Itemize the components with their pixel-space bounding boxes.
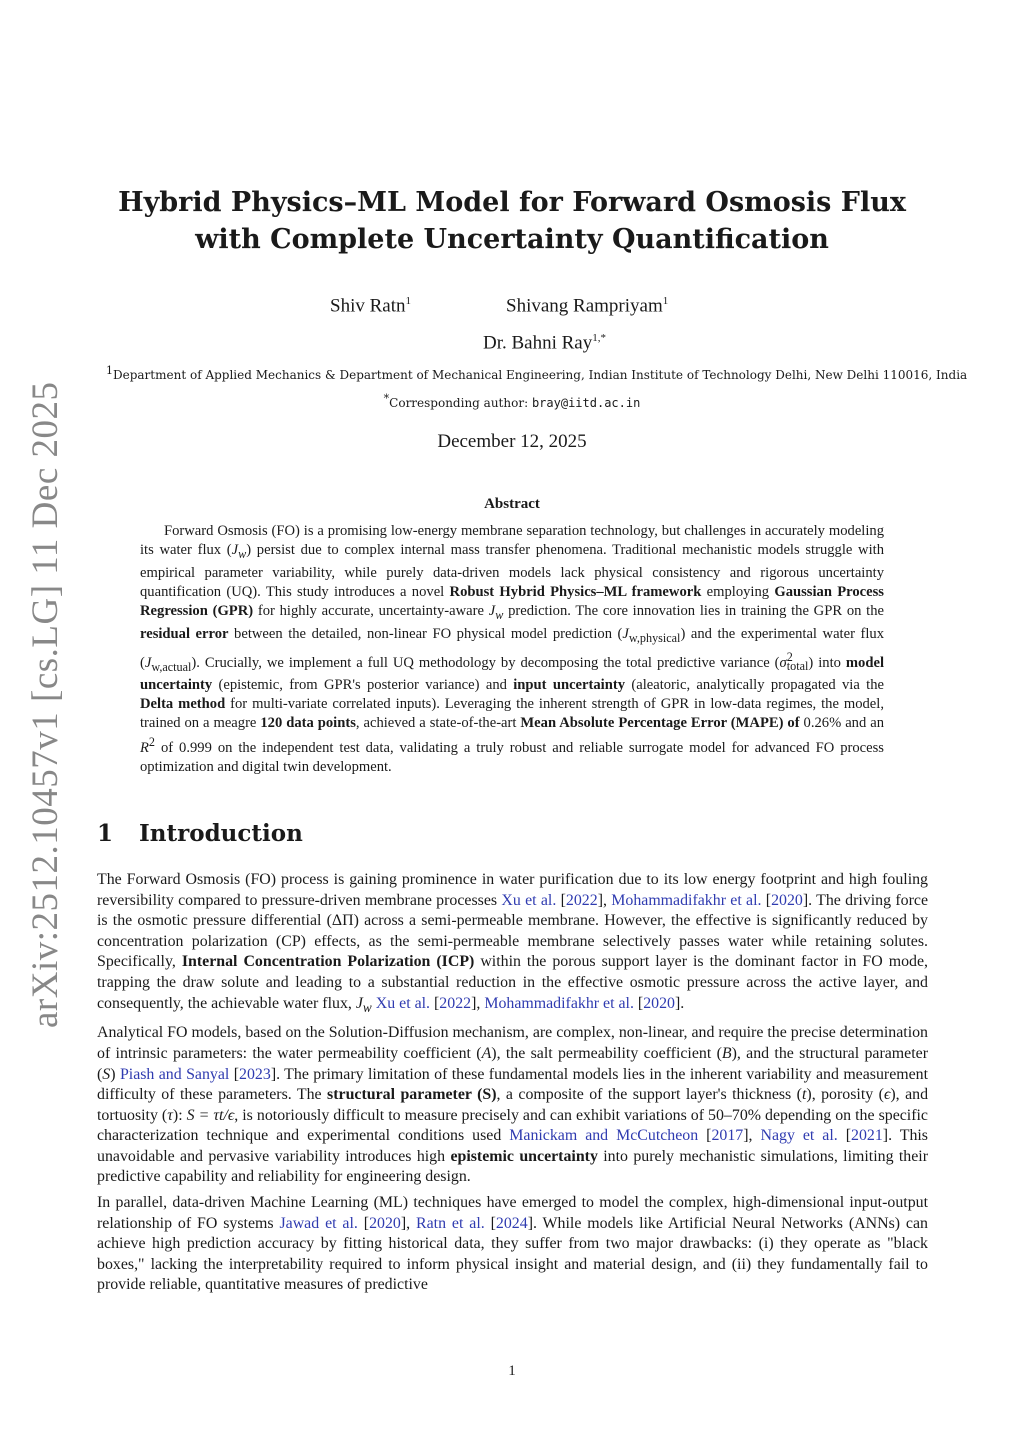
- citation-link[interactable]: Mohammadifakhr et al.: [611, 891, 762, 909]
- title-line-1: Hybrid Physics–ML Model for Forward Osmosis Flux: [118, 187, 906, 218]
- section-title: Introduction: [139, 820, 303, 847]
- page-number: 1: [508, 1363, 516, 1379]
- paper-title: [0, 184, 1024, 258]
- citation-year-link[interactable]: 2020: [771, 891, 803, 909]
- citation-year-link[interactable]: 2022: [565, 891, 598, 909]
- author-name: Dr. Bahni Ray: [483, 332, 593, 354]
- citation-link[interactable]: Xu et al.: [501, 891, 557, 909]
- introduction-body: [97, 870, 928, 1301]
- author-3: [483, 332, 606, 354]
- author-mark: 1: [662, 295, 669, 307]
- citation-year-link[interactable]: 2020: [369, 1214, 401, 1232]
- affiliation-mark: 1: [106, 364, 113, 377]
- corresponding-mark: *: [383, 392, 390, 405]
- intro-paragraph-3: In parallel, data-driven Machine Learning (ML) techniques have emerged to model the complex, high-dimensional input-output relationship of FO systems Jawad et al. [2020], Ratn et al. [2024]. While models like Artificial Neural Networks (ANNs) can achieve high prediction accuracy by fitting historical data, they suffer from two major drawbacks: (i) they operate as "black boxes," lacking the interpretability required to inform physical insight and material design, and (ii) they fundamentally fail to provide reliable, quantitative measures of predictive: [97, 1194, 928, 1294]
- abstract-paragraph: Forward Osmosis (FO) is a promising low-energy membrane separation technology, but challenges in accurately modeling its water flux $(J_w)$ persist due to complex internal mass transfer phenomena. Traditional mechanistic models struggle with empirical parameter variability, while purely data-driven models lack physical consistency and rigorous uncertainty quantification (UQ). This study introduces a novel Robust Hybrid Physics–ML framework employing Gaussian Process Regression (GPR) for highly accurate, uncertainty-aware $J_w$ prediction. The core innovation lies in training the GPR on the residual error between the detailed, non-linear FO physical model prediction $(J_{w,physical})$ and the experimental water flux $(J_{w,actual})$. Crucially, we implement a full UQ methodology by decomposing the total predictive variance $(\sigma^2_{total})$ into model uncertainty (epistemic, from GPR's posterior variance) and input uncertainty (aleatoric, analytically propagated via the Delta method for multi-variate correlated inputs). Leveraging the inherent strength of GPR in low-data regimes, the model, trained on a meagre 120 data points, achieved a state-of-the-art Mean Absolute Percentage Error (MAPE) of 0.26% and an $R^2$ of 0.999 on the independent test data, validating a truly robust and reliable surrogate model for advanced FO process optimization and digital twin development.: [140, 523, 885, 776]
- corresponding-email: bray@iitd.ac.in: [531, 396, 641, 410]
- intro-paragraph-2: Analytical FO models, based on the Solution-Diffusion mechanism, are complex, non-linear, and require the precise determination of intrinsic parameters: the water permeability coefficient (A), the salt permeability coefficient (B), and the structural parameter (S) Piash and Sanyal [2023]. The primary limitation of these fundamental models lies in the inherent variability and measurement difficulty of these parameters. The structural parameter (S), a composite of the support layer's thickness (t), porosity (ϵ), and tortuosity (τ): S = τt/ϵ, is notoriously difficult to measure precisely and can exhibit variations of 50–70% depending on the specific characterization technique and experimental conditions used Manickam and McCutcheon [2017], Nagy et al. [2021]. This unavoidable and pervasive variability introduces high epistemic uncertainty into purely mechanistic simulations, limiting their predictive capability and reliability for engineering design.: [97, 1024, 929, 1186]
- intro-paragraph-1: The Forward Osmosis (FO) process is gaining prominence in water purification due to its low energy footprint and high fouling reversibility compared to pressure-driven membrane processes Xu et al. [2022], Mohammadifakhr et al. [2020]. The driving force is the osmotic pressure differential (ΔΠ) across a semi-permeable membrane. However, the effective is significantly reduced by concentration polarization (CP) effects, as the semi-permeable membrane selectively passes water while retaining solutes. Specifically, Internal Concentration Polarization (ICP) within the porous support layer is the dominant factor in FO mode, trapping the draw solute and leading to a substantial reduction in the effective osmotic pressure across the active layer, and consequently, the achievable water flux, $J_w$ Xu et al. [2022], Mohammadifakhr et al. [2020].: [97, 871, 928, 1015]
- author-2: [506, 295, 668, 317]
- author-mark: 1,*: [592, 332, 606, 344]
- citation-year-link[interactable]: 2024: [495, 1214, 528, 1232]
- affiliation: [106, 364, 1016, 382]
- citation-link[interactable]: Ratn et al.: [416, 1214, 485, 1232]
- arxiv-identifier-stamp: arXiv:2512.10457v1 [cs.LG] 11 Dec 2025: [25, 381, 66, 1028]
- citation-link[interactable]: Manickam and McCutcheon: [509, 1127, 699, 1145]
- title-line-2: with Complete Uncertainty Quantification: [195, 224, 829, 255]
- author-name: Shivang Rampriyam: [506, 295, 663, 317]
- citation-link[interactable]: Mohammadifakhr et al.: [484, 994, 634, 1012]
- citation-year-link[interactable]: 2023: [239, 1065, 271, 1083]
- author-name: Shiv Ratn: [330, 295, 406, 317]
- author-1: [330, 295, 411, 317]
- section-heading-introduction: [97, 820, 303, 847]
- corresponding-label: Corresponding author:: [389, 396, 529, 410]
- citation-link[interactable]: Jawad et al.: [279, 1214, 358, 1232]
- citation-link[interactable]: Piash and Sanyal: [119, 1065, 230, 1083]
- affiliation-text: Department of Applied Mechanics & Department of Mechanical Engineering, Indian Institute of Technology Delhi, New Delhi 110016, India: [113, 368, 968, 382]
- abstract-heading: Abstract: [484, 496, 540, 512]
- section-number: 1: [97, 820, 114, 847]
- abstract-body: [140, 522, 884, 777]
- citation-year-link[interactable]: 2022: [439, 994, 472, 1012]
- corresponding-author: [0, 392, 1024, 410]
- citation-year-link[interactable]: 2020: [643, 994, 675, 1012]
- citation-link[interactable]: Xu et al.: [375, 994, 431, 1012]
- citation-year-link[interactable]: 2021: [851, 1127, 883, 1145]
- citation-link[interactable]: Nagy et al.: [760, 1127, 838, 1145]
- paper-date: December 12, 2025: [437, 431, 587, 452]
- citation-year-link[interactable]: 2017: [711, 1127, 744, 1145]
- author-mark: 1: [405, 295, 411, 307]
